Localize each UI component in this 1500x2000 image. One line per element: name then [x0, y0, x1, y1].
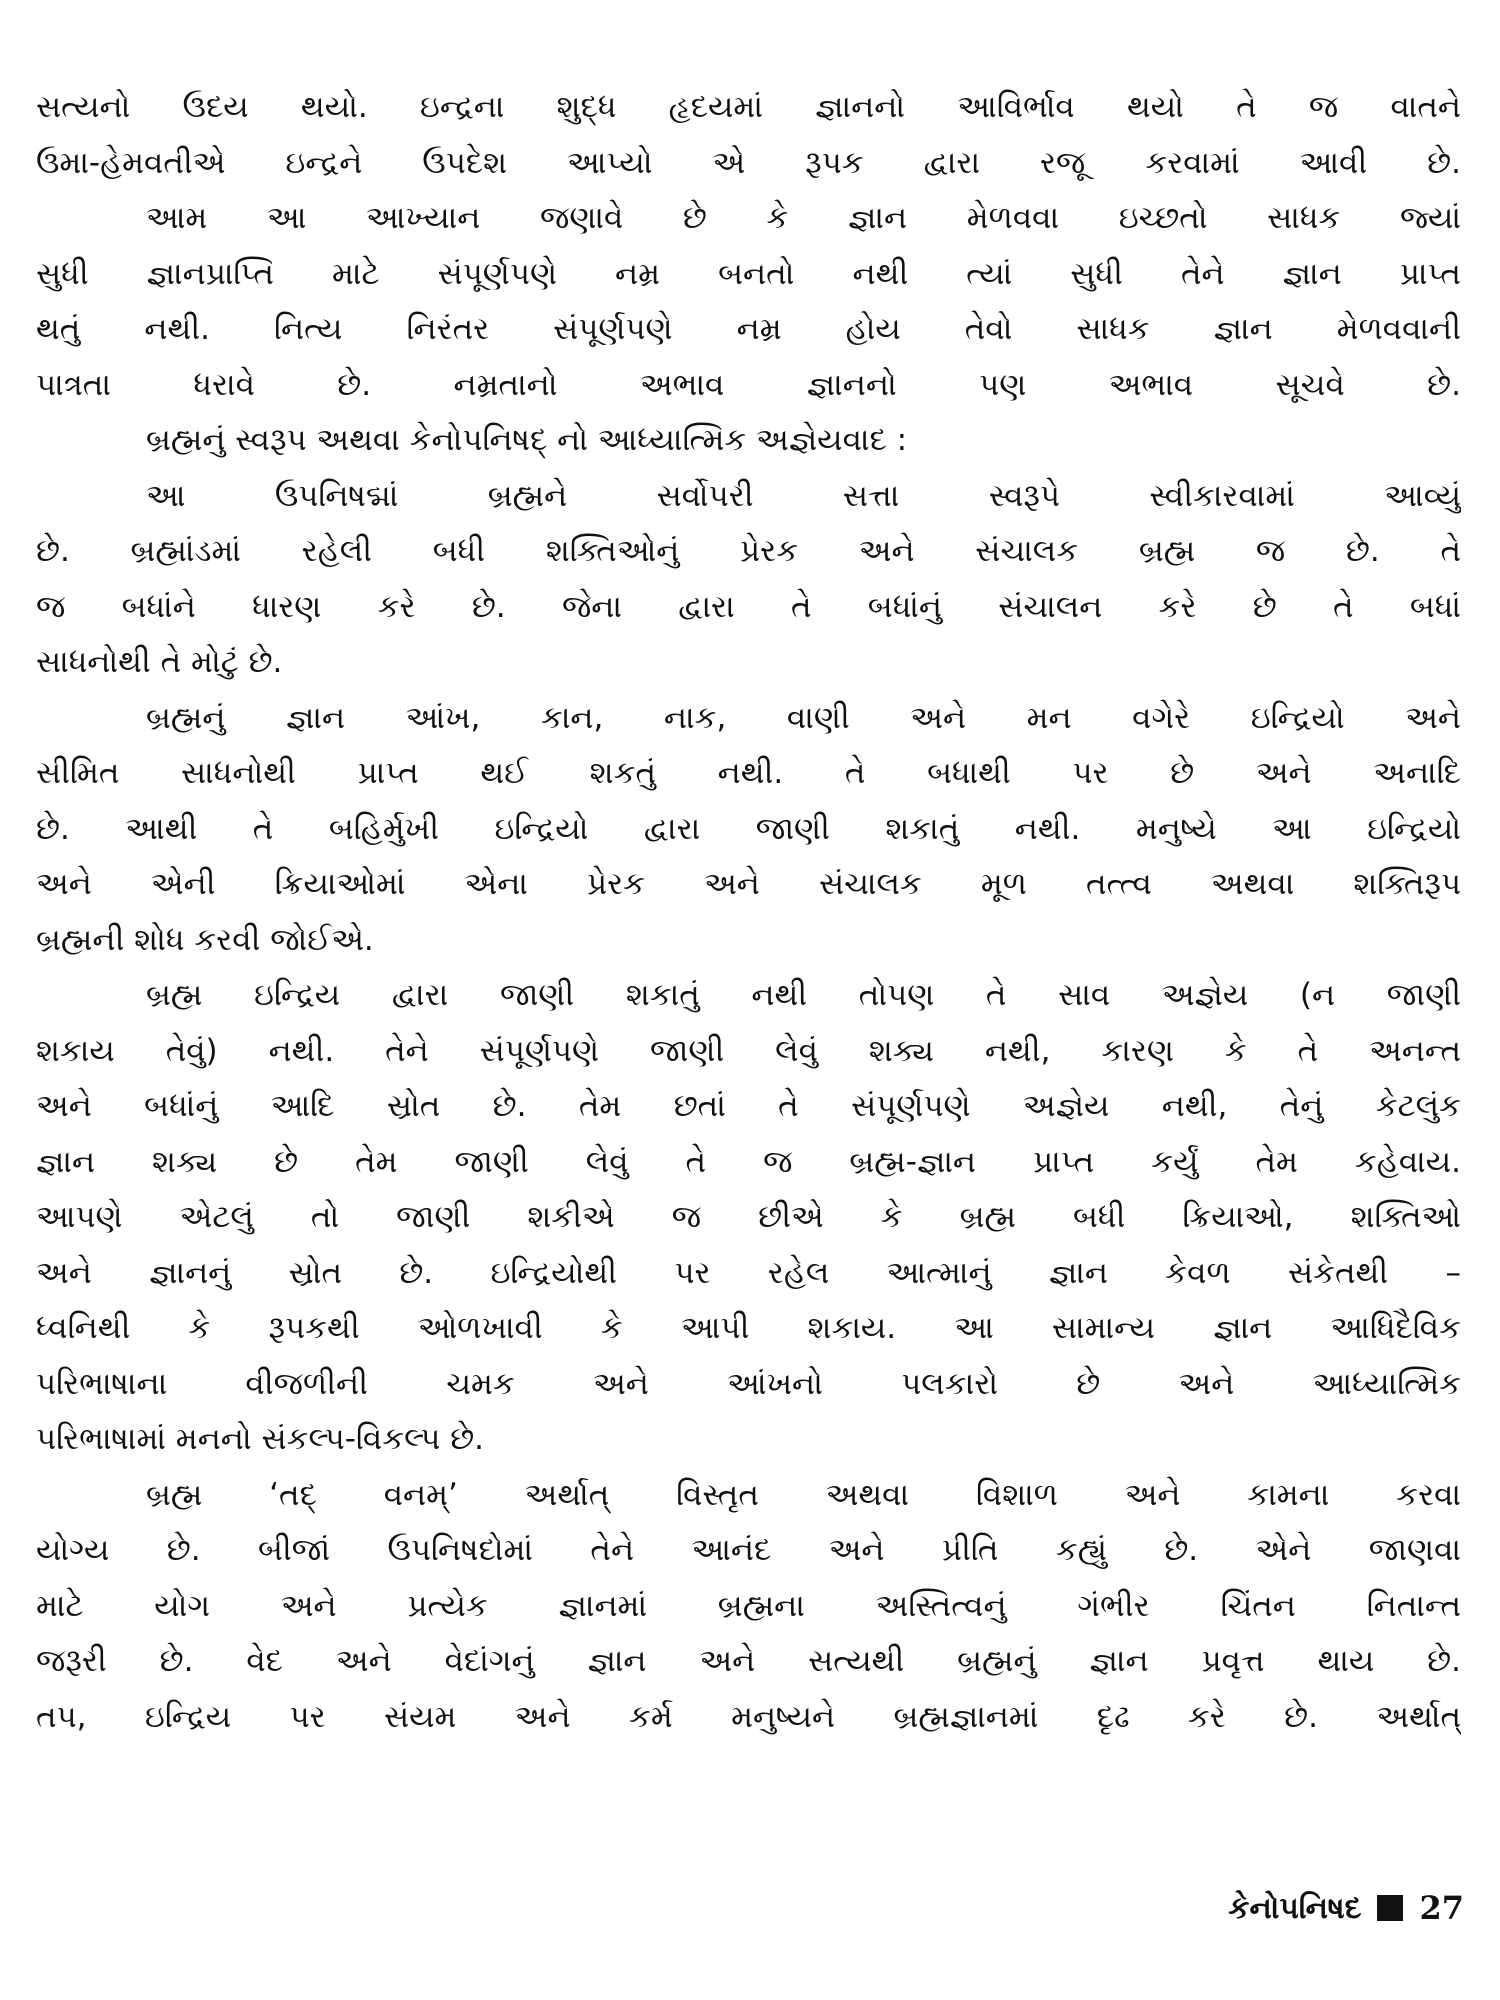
text-line: શકાય તેવું) નથી. તેને સંપૂર્ણપણે જાણી લેવું શક્ય નથી, કારણ કે તે અનન્ત	[36, 1032, 1461, 1069]
text-line: સાધનોથી તે મોટું છે.	[36, 644, 283, 680]
text-line: પરિભાષાના વીજળીની ચમક અને આંખનો પલકારો છે અને આધ્યાત્મિક	[36, 1365, 1461, 1402]
text-line: પરિભાષામાં મનનો સંકલ્પ-વિકલ્પ છે.	[36, 1421, 485, 1457]
text-line: આમ આ આખ્યાન જણાવે છે કે જ્ઞાન મેળવવા ઇચ્છતો સાધક જ્યાં	[146, 200, 1461, 236]
page-body	[36, 80, 1461, 1840]
text-line: અને એની ક્રિયાઓમાં એના પ્રેરક અને સંચાલક મૂળ તત્ત્વ અથવા શક્તિરૂપ	[36, 866, 1461, 902]
text-line: યોગ્ય છે. બીજાં ઉપનિષદોમાં તેને આનંદ અને પ્રીતિ કહ્યું છે. એને જાણવા	[36, 1532, 1461, 1568]
text-line: ધ્વનિથી કે રૂપકથી ઓળખાવી કે આપી શકાય. આ સામાન્ય જ્ઞાન આધિદૈવિક	[36, 1310, 1461, 1346]
page-number: 27	[1419, 1889, 1464, 1927]
text-line: થતું નથી. નિત્ય નિરંતર સંપૂર્ણપણે નમ્ર હોય તેવો સાધક જ્ઞાન મેળવવાની	[36, 311, 1461, 347]
text-line: તપ, ઇન્દ્રિય પર સંયમ અને કર્મ મનુષ્યને બ્રહ્મજ્ઞાનમાં દૃઢ કરે છે. અર્થાત્	[36, 1698, 1461, 1735]
text-line: પાત્રતા ધરાવે છે. નમ્રતાનો અભાવ જ્ઞાનનો પણ અભાવ સૂચવે છે.	[36, 366, 1461, 403]
text-line: જ્ઞાન શક્ય છે તેમ જાણી લેવું તે જ બ્રહ્મ-જ્ઞાન પ્રાપ્ત કર્યું તેમ કહેવાય.	[36, 1143, 1461, 1180]
square-icon	[1377, 1895, 1403, 1921]
text-line: જરૂરી છે. વેદ અને વેદાંગનું જ્ઞાન અને સત્યથી બ્રહ્મનું જ્ઞાન પ્રવૃત્ત થાય છે.	[36, 1643, 1461, 1679]
text-line: અને જ્ઞાનનું સ્રોત છે. ઇન્દ્રિયોથી પર રહેલ આત્માનું જ્ઞાન કેવળ સંકેતથી –	[36, 1254, 1461, 1291]
text-line: બ્રહ્મ ‘તદ્ વનમ્’ અર્થાત્ વિસ્તૃત અથવા વિશાળ અને કામના કરવા	[146, 1476, 1461, 1513]
text-line: સીમિત સાધનોથી પ્રાપ્ત થઈ શકતું નથી. તે બધાથી પર છે અને અનાદિ	[36, 755, 1461, 791]
text-line: ઉમા-હેમવતીએ ઇન્દ્રને ઉપદેશ આપ્યો એ રૂપક દ્વારા રજૂ કરવામાં આવી છે.	[36, 144, 1461, 181]
page-footer	[1228, 1880, 1464, 1936]
text-line: બ્રહ્મની શોધ કરવી જોઈએ.	[36, 921, 374, 958]
text-line: માટે યોગ અને પ્રત્યેક જ્ઞાનમાં બ્રહ્મના અસ્તિત્વનું ગંભીર ચિંતન નિતાન્ત	[36, 1587, 1461, 1624]
text-line: આપણે એટલું તો જાણી શકીએ જ છીએ કે બ્રહ્મ બધી ક્રિયાઓ, શક્તિઓ	[36, 1199, 1461, 1235]
text-line: સત્યનો ઉદય થયો. ઇન્દ્રના શુદ્ધ હૃદયમાં જ્ઞાનનો આવિર્ભાવ થયો તે જ વાતને	[36, 89, 1461, 125]
text-line: છે. આથી તે બહિર્મુખી ઇન્દ્રિયો દ્વારા જાણી શકાતું નથી. મનુષ્યે આ ઇન્દ્રિયો	[36, 810, 1461, 847]
section-heading: બ્રહ્મનું સ્વરૂપ અથવા કેનોપનિષદ્ નો આધ્યાત્મિક અજ્ઞેયવાદ :	[146, 422, 908, 458]
text-line: સુધી જ્ઞાનપ્રાપ્તિ માટે સંપૂર્ણપણે નમ્ર બનતો નથી ત્યાં સુધી તેને જ્ઞાન પ્રાપ્ત	[36, 255, 1461, 292]
text-line: અને બધાંનું આદિ સ્રોત છે. તેમ છતાં તે સંપૂર્ણપણે અજ્ઞેય નથી, તેનું કેટલુંક	[36, 1088, 1461, 1124]
text-line: જ બધાંને ધારણ કરે છે. જેના દ્વારા તે બધાંનું સંચાલન કરે છે તે બધાં	[36, 588, 1461, 625]
text-line: બ્રહ્મ ઇન્દ્રિય દ્વારા જાણી શકાતું નથી તોપણ તે સાવ અજ્ઞેય (ન જાણી	[146, 977, 1461, 1013]
text-line: બ્રહ્મનું જ્ઞાન આંખ, કાન, નાક, વાણી અને મન વગેરે ઇન્દ્રિયો અને	[146, 699, 1461, 736]
text-line: છે. બ્રહ્માંડમાં રહેલી બધી શક્તિઓનું પ્રેરક અને સંચાલક બ્રહ્મ જ છે. તે	[36, 533, 1461, 569]
footer-title: કેનોપનિષદ	[1228, 1890, 1362, 1926]
text-line: આ ઉપનિષદ્માં બ્રહ્મને સર્વોપરી સત્તા સ્વરૂપે સ્વીકારવામાં આવ્યું	[146, 477, 1461, 514]
